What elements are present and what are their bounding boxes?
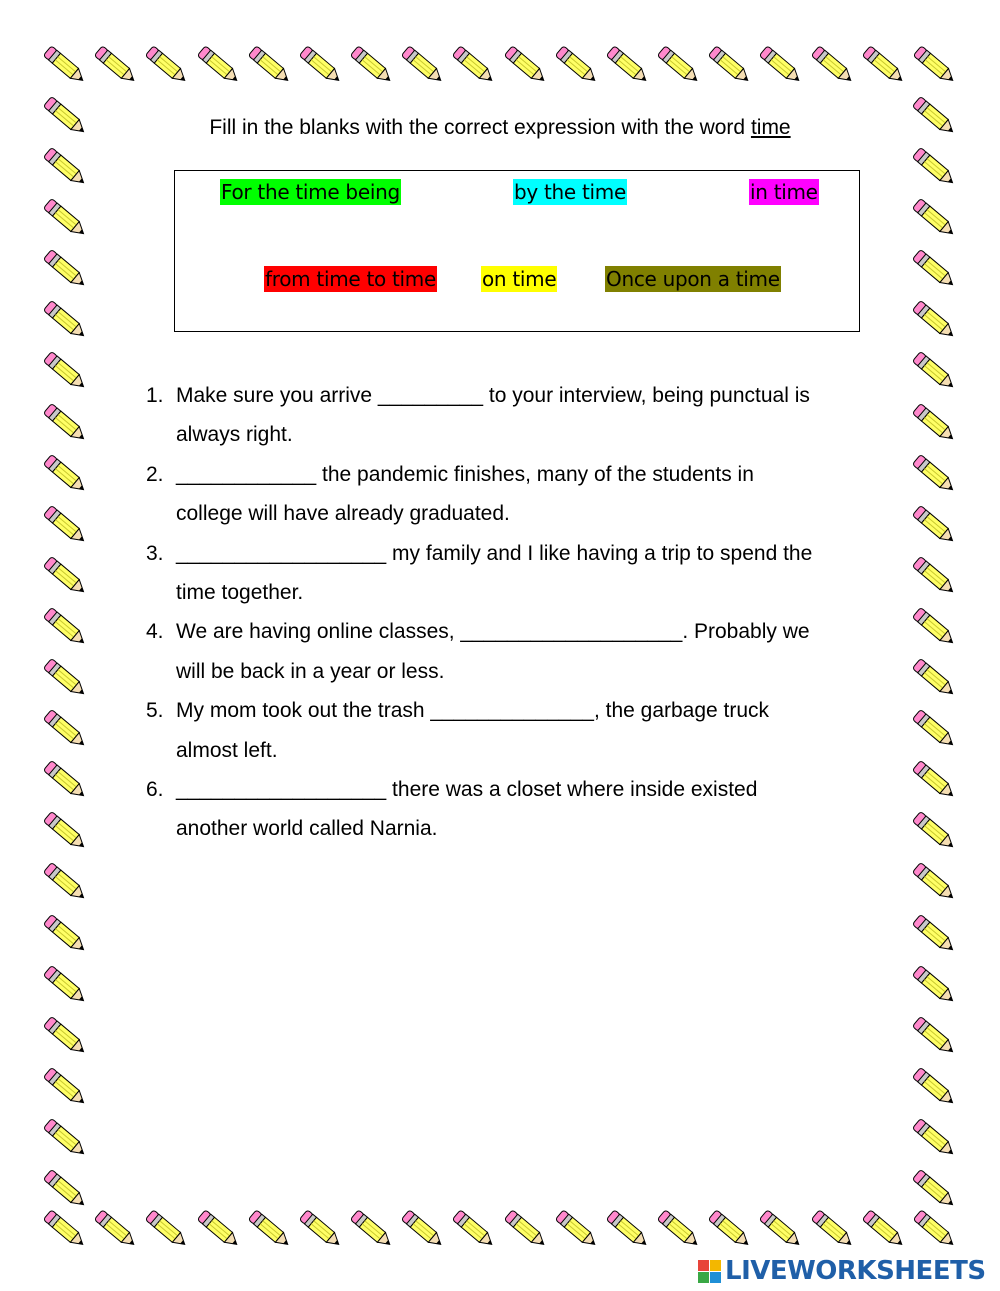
pencil-icon (40, 1011, 91, 1062)
question-line: college will have already graduated. (176, 502, 510, 526)
pencil-icon (909, 295, 960, 346)
pencil-icon (194, 40, 244, 91)
pencil-icon (449, 40, 499, 91)
question-text (176, 612, 876, 691)
pencil-icon (40, 960, 91, 1011)
pencil-icon (40, 346, 91, 397)
pencil-icon (909, 1113, 960, 1164)
pencil-icon (245, 1204, 295, 1255)
pencil-icon (40, 602, 91, 653)
pencil-icon (756, 40, 806, 91)
pencil-icon (40, 449, 91, 500)
pencil-icon (347, 40, 397, 91)
question-text (176, 691, 876, 770)
pencil-icon (909, 1062, 960, 1113)
pencil-icon (909, 653, 960, 704)
pencil-icon (40, 1113, 91, 1164)
pencil-icon (40, 193, 91, 244)
pencil-icon (909, 346, 960, 397)
pencil-border-right (909, 91, 960, 1215)
question-number: 6. (146, 778, 164, 802)
pencil-icon (552, 1204, 602, 1255)
pencil-border-bottom (40, 1204, 960, 1255)
pencil-icon (909, 142, 960, 193)
pencil-icon (501, 40, 551, 91)
pencil-icon (909, 551, 960, 602)
pencil-icon (909, 960, 960, 1011)
pencil-icon (909, 398, 960, 449)
pencil-icon (40, 806, 91, 857)
logo-blocks-icon (698, 1260, 721, 1283)
question-item (146, 455, 876, 534)
pencil-icon (909, 500, 960, 551)
logo-text: LIVEWORKSHEETS (725, 1256, 986, 1286)
word-bank-chip: on time (482, 267, 557, 291)
pencil-icon (40, 909, 91, 960)
question-text (176, 376, 876, 455)
pencil-icon (910, 40, 960, 91)
pencil-icon (40, 755, 91, 806)
word-bank-chip: Once upon a time (606, 267, 780, 291)
pencil-icon (40, 704, 91, 755)
word-bank-chip: For the time being (221, 180, 400, 204)
pencil-icon (40, 551, 91, 602)
pencil-icon (808, 40, 858, 91)
pencil-icon (909, 704, 960, 755)
pencil-border-left (40, 91, 91, 1215)
pencil-icon (501, 1204, 551, 1255)
word-bank-chip: in time (750, 180, 818, 204)
pencil-icon (40, 653, 91, 704)
question-number: 4. (146, 620, 164, 644)
instruction-text (0, 116, 1000, 140)
question-line: always right. (176, 423, 293, 447)
question-line: We are having online classes, ___________________. Probably we (176, 620, 810, 644)
pencil-icon (603, 1204, 653, 1255)
pencil-icon (296, 40, 346, 91)
pencil-icon (859, 1204, 909, 1255)
word-bank-chip: by the time (514, 180, 626, 204)
pencil-icon (808, 1204, 858, 1255)
pencil-icon (449, 1204, 499, 1255)
question-line: __________________ my family and I like having a trip to spend the (176, 541, 813, 565)
question-item (146, 691, 876, 770)
question-line: time together. (176, 581, 304, 605)
question-number: 2. (146, 462, 164, 486)
pencil-icon (909, 449, 960, 500)
pencil-icon (40, 142, 91, 193)
pencil-icon (40, 1164, 91, 1215)
question-line: My mom took out the trash ______________, the garbage truck (176, 699, 770, 723)
question-line: ____________ the pandemic finishes, many of the students in (176, 462, 754, 486)
liveworksheets-logo[interactable] (698, 1256, 986, 1286)
pencil-icon (40, 244, 91, 295)
question-line: __________________ there was a closet where inside existed (176, 778, 758, 802)
question-line: another world called Narnia. (176, 817, 438, 841)
pencil-icon (909, 909, 960, 960)
pencil-icon (40, 295, 91, 346)
question-item (146, 770, 876, 849)
pencil-icon (909, 806, 960, 857)
word-bank-chip: from time to time (265, 267, 436, 291)
pencil-icon (40, 1062, 91, 1113)
pencil-icon (552, 40, 602, 91)
pencil-icon (909, 755, 960, 806)
question-item (146, 376, 876, 455)
pencil-icon (705, 1204, 755, 1255)
pencil-icon (909, 1164, 960, 1215)
question-item (146, 612, 876, 691)
pencil-icon (142, 1204, 192, 1255)
question-number: 3. (146, 541, 164, 565)
pencil-icon (91, 1204, 141, 1255)
pencil-icon (40, 857, 91, 908)
pencil-icon (909, 602, 960, 653)
pencil-border-top (40, 40, 960, 91)
question-line: almost left. (176, 738, 278, 762)
pencil-icon (756, 1204, 806, 1255)
pencil-icon (40, 500, 91, 551)
question-list (146, 376, 876, 849)
pencil-icon (245, 40, 295, 91)
pencil-icon (654, 1204, 704, 1255)
pencil-icon (654, 40, 704, 91)
question-text (176, 455, 876, 534)
question-text (176, 770, 876, 849)
pencil-icon (398, 40, 448, 91)
instruction-prefix: Fill in the blanks with the correct expression with the word (209, 116, 751, 139)
pencil-icon (40, 398, 91, 449)
pencil-icon (398, 1204, 448, 1255)
question-item (146, 534, 876, 613)
question-line: will be back in a year or less. (176, 659, 445, 683)
pencil-icon (603, 40, 653, 91)
pencil-icon (909, 193, 960, 244)
question-line: Make sure you arrive _________ to your interview, being punctual is (176, 384, 810, 407)
question-number: 5. (146, 699, 164, 723)
word-bank-box (174, 170, 860, 332)
pencil-icon (909, 1011, 960, 1062)
pencil-icon (40, 40, 90, 91)
pencil-icon (705, 40, 755, 91)
pencil-icon (347, 1204, 397, 1255)
question-text (176, 534, 876, 613)
question-number: 1. (146, 384, 164, 407)
pencil-icon (91, 40, 141, 91)
pencil-icon (909, 244, 960, 295)
pencil-icon (194, 1204, 244, 1255)
pencil-icon (909, 857, 960, 908)
pencil-icon (296, 1204, 346, 1255)
pencil-icon (142, 40, 192, 91)
pencil-icon (859, 40, 909, 91)
instruction-keyword: time (750, 116, 791, 139)
